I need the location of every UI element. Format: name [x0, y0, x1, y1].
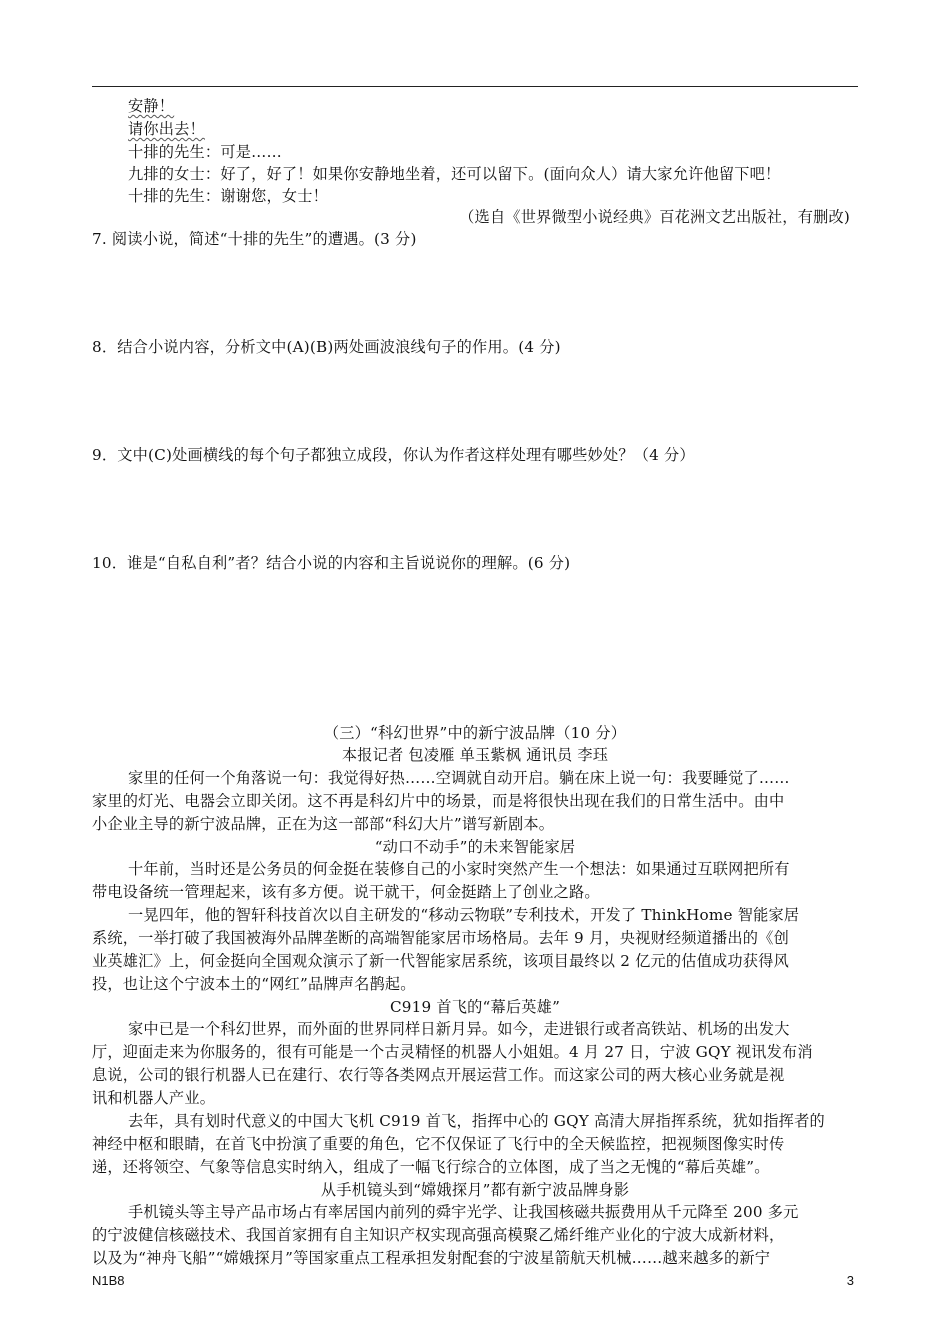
paragraph-line: 十年前，当时还是公务员的何金挺在装修自己的小家时突然产生一个想法：如果通过互联网把所有	[128, 860, 790, 878]
dialogue-line: 九排的女士：好了，好了！如果你安静地坐着，还可以留下。(面向众人）请大家允许他留下吧！	[128, 165, 781, 183]
wavy-underlined-text: 安静！	[128, 97, 175, 115]
paragraph-line: 带电设备统一管理起来，该有多方便。说干就干，何金挺踏上了创业之路。	[92, 883, 600, 901]
paragraph-line: 讯和机器人产业。	[92, 1089, 216, 1107]
paragraph-line: 息说，公司的银行机器人已在建行、农行等各类网点开展运营工作。而这家公司的两大核心业务就是视	[92, 1066, 785, 1084]
section-subheading: C919 首飞的“幕后英雄”	[389, 998, 561, 1016]
paragraph-line: 小企业主导的新宁波品牌，正在为这一部部“科幻大片”谱写新剧本。	[92, 815, 555, 833]
question-8: 8．结合小说内容，分析文中(A)(B)两处画波浪线句子的作用。(4 分)	[92, 338, 561, 356]
source-citation: （选自《世界微型小说经典》百花洲文艺出版社，有删改)	[459, 208, 850, 226]
dialogue-line	[128, 96, 174, 116]
dialogue-line	[128, 119, 205, 139]
question-9: 9．文中(C)处画横线的每个句子都独立成段，你认为作者这样处理有哪些妙处？（4 分）	[92, 446, 695, 464]
paragraph-line: 以及为“神舟飞船”“嫦娥探月”等国家重点工程承担发射配套的宁波星箭航天机械……越来越多的新宁	[92, 1249, 771, 1267]
paragraph-line: 神经中枢和眼睛，在首飞中扮演了重要的角色，它不仅保证了飞行中的全天候监控，把视频图像实时传	[92, 1135, 785, 1153]
dialogue-line: 十排的先生：可是……	[128, 143, 282, 161]
paragraph-line: 手机镜头等主导产品市场占有率居国内前列的舜宇光学、让我国核磁共振费用从千元降至 200 多元	[128, 1203, 799, 1221]
article-byline: 本报记者 包凌雁 单玉紫枫 通讯员 李珏	[341, 746, 609, 764]
paragraph-line: 系统，一举打破了我国被海外品牌垄断的高端智能家居市场格局。去年 9 月，央视财经频道播出的《创	[92, 929, 789, 947]
footer-code: N1B8	[92, 1273, 125, 1288]
paragraph-line: 业英雄汇》上，何金挺向全国观众演示了新一代智能家居系统，该项目最终以 2 亿元的估值成功获得风	[92, 952, 789, 970]
paragraph-line: 厅，迎面走来为你服务的，很有可能是一个古灵精怪的机器人小姐姐。4 月 27 日，宁波 GQY 视讯发布消	[92, 1043, 813, 1061]
paragraph-line: 去年，具有划时代意义的中国大飞机 C919 首飞，指挥中心的 GQY 高清大屏指挥系统，犹如指挥者的	[128, 1112, 825, 1130]
paragraph-line: 家里的灯光、电器会立即关闭。这不再是科幻片中的场景，而是将很快出现在我们的日常生活中。由中	[92, 792, 785, 810]
dialogue-line: 十排的先生：谢谢您，女士！	[128, 187, 329, 205]
paragraph-line: 递，还将领空、气象等信息实时纳入，组成了一幅飞行综合的立体图，成了当之无愧的“幕后英雄”。	[92, 1158, 770, 1176]
paragraph-line: 一晃四年，他的智轩科技首次以自主研发的“移动云物联”专利技术，开发了 ThinkHome 智能家居	[128, 906, 800, 924]
article-title: （三）“科幻世界”中的新宁波品牌（10 分）	[323, 724, 627, 742]
paragraph-line: 家中已是一个科幻世界，而外面的世界同样日新月异。如今，走进银行或者高铁站、机场的出发大	[128, 1020, 790, 1038]
header-rule	[92, 86, 858, 87]
paragraph-line: 家里的任何一个角落说一句：我觉得好热……空调就自动开启。躺在床上说一句：我要睡觉了……	[128, 769, 790, 787]
paragraph-line: 投，也让这个宁波本土的“网红”品牌声名鹊起。	[92, 975, 416, 993]
page-number: 3	[846, 1273, 854, 1288]
wavy-underlined-text: 请你出去！	[128, 120, 205, 138]
section-subheading: “动口不动手”的未来智能家居	[374, 838, 576, 856]
paragraph-line: 的宁波健信核磁技术、我国首家拥有自主知识产权实现高强高模聚乙烯纤维产业化的宁波大成新材料，	[92, 1226, 785, 1244]
section-subheading: 从手机镜头到“嫦娥探月”都有新宁波品牌身影	[320, 1181, 630, 1199]
question-7: 7. 阅读小说，简述“十排的先生”的遭遇。(3 分)	[92, 230, 417, 248]
question-10: 10．谁是“自私自利”者？结合小说的内容和主旨说说你的理解。(6 分)	[92, 554, 571, 572]
